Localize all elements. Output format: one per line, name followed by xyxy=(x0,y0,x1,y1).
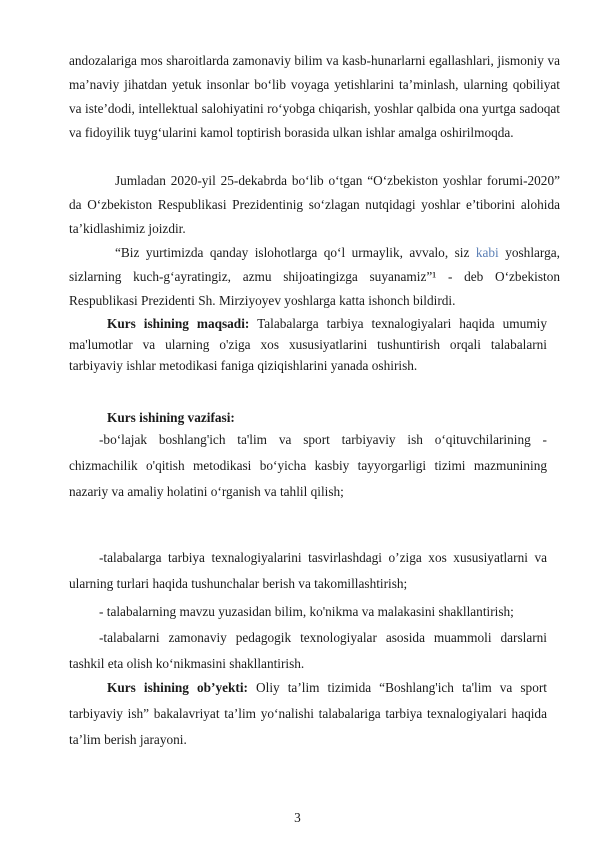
goal-text: Talabalarga tarbiya texnalogiyalari haqida umumiy ma'lumotlar va ularning o'ziga xos xususiyatlarini tushuntirish orqali talabalarni tarbiyaviy ishlar metodikasi faniga qiziqishlarini yanada oshirish. xyxy=(69,316,547,373)
quote-text-end: yoshlarga, sizlarning kuch-g‘ayratingiz, azmu shijoatingizga suyanamiz”¹ - deb O‘zbekiston Respublikasi Prezidenti Sh. Mirziyoyev yoshlarga katta ishonch bildirdi. xyxy=(69,245,560,308)
goal-heading: Kurs ishining maqsadi: xyxy=(107,316,250,331)
task-item-4: -talabalarni zamonaviy pedagogik texnologiyalar asosida muammoli darslarni tashkil eta olish ko‘nikmasini shakllantirish. xyxy=(69,630,547,671)
goal-paragraph xyxy=(69,313,547,376)
quote-text-start: “Biz yurtimizda qanday islohotlarga qo‘l urmaylik, avvalo, siz xyxy=(115,245,476,260)
forum-paragraph: Jumladan 2020-yil 25-dekabrda bo‘lib o‘tgan “O‘zbekiston yoshlar forumi-2020” da O‘zbekiston Respublikasi Prezidentinig so‘zlagan nutqidagi yoshlar e’tiborini alohida ta’kidlashimiz joizdir. xyxy=(69,173,560,236)
task-item-1: -bo‘lajak boshlang'ich ta'lim va sport tarbiyaviy ish o‘qituvchilarining - chizmachilik o'qitish metodikasi bo‘yicha kasbiy tayyorgarligi tizimi mazmunining nazariy va amaliy holatini o‘rganish va tahlil qilish; xyxy=(69,432,547,499)
quote-paragraph xyxy=(69,241,560,313)
task-item-2: -talabalarga tarbiya texnalogiyalarini tasvirlashdagi o’ziga xos xususiyatlarni va ularning turlari haqida tushunchalar berish va takomillashtirish; xyxy=(69,550,547,591)
task-item-3: - talabalarning mavzu yuzasidan bilim, ko'nikma va malakasini shakllantirish; xyxy=(99,604,514,619)
intro-paragraph: andozalariga mos sharoitlarda zamonaviy bilim va kasb-hunarlarni egallashlari, jismoniy va ma’naviy jihatdan yetuk insonlar bo‘lib voyaga yetishlarini ta’minlash, ularning qobiliyat va iste’dodi, intellektual salohiyatini ro‘yobga chiqarish, yoshlar qalbida ona yurtga sadoqat va fidoyilik tuyg‘ularini kamol toptirish borasida ulkan ishlar amalga oshirilmoqda. xyxy=(69,53,560,140)
page-number: 3 xyxy=(294,810,301,825)
object-heading: Kurs ishining ob’yekti: xyxy=(107,680,248,695)
object-paragraph xyxy=(69,675,547,753)
kabi-link[interactable]: kabi xyxy=(475,245,499,260)
object-text: Oliy ta’lim tizimida “Boshlang'ich ta'lim va sport tarbiyaviy ish” bakalavriyat ta’lim yo‘nalishi talabalariga tarbiya texnalogiyalari haqida ta’lim berish jarayoni. xyxy=(69,680,547,747)
tasks-heading: Kurs ishining vazifasi: xyxy=(107,410,235,425)
